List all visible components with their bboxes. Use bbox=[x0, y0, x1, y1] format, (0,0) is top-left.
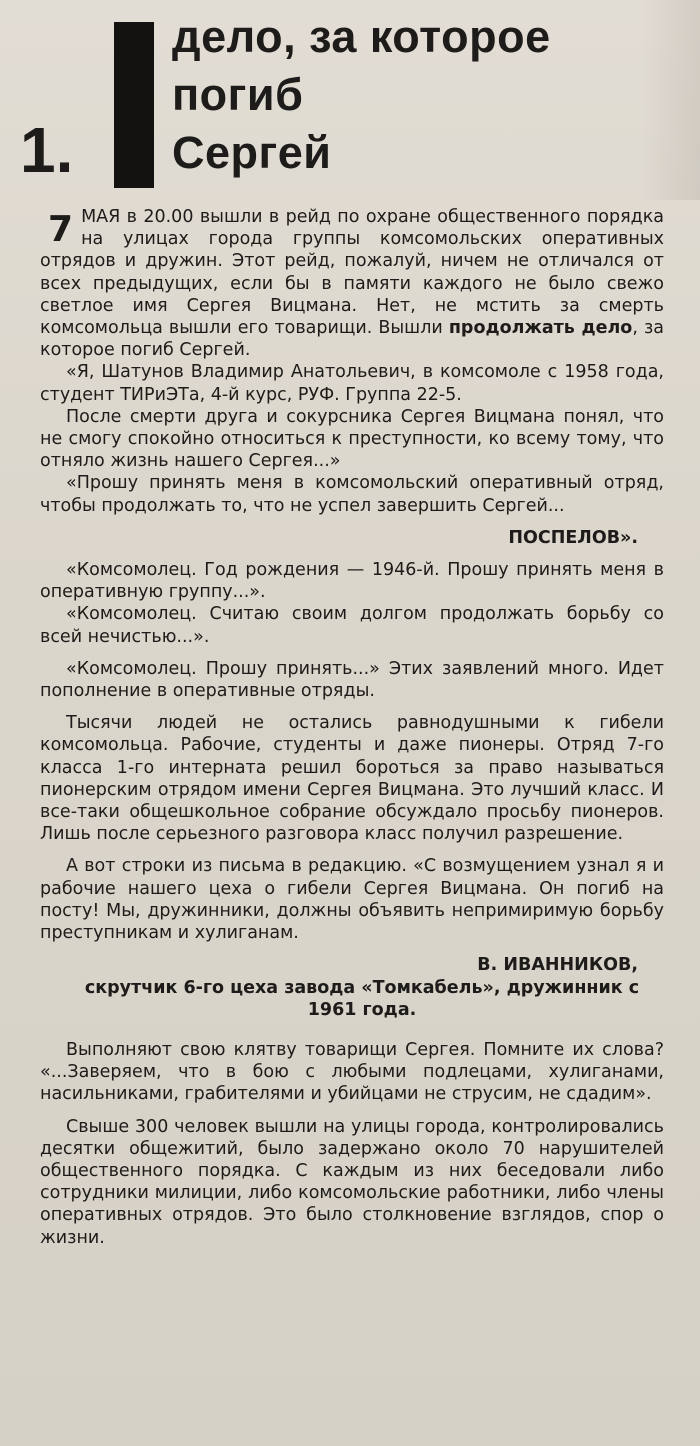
signature-description: скрутчик 6-го цеха завода «Томкабель», дружинник с 1961 года. bbox=[84, 977, 640, 1020]
title-line: погиб bbox=[172, 69, 304, 120]
paragraph: «Комсомолец. Считаю своим долгом продолжать борьбу со всей нечистью...». bbox=[40, 604, 664, 647]
paragraph: После смерти друга и сокурсника Сергея Вицмана понял, что не смогу спокойно относиться к преступности, ко всему тому, что отняло жизнь нашего Сергея...» bbox=[40, 406, 664, 472]
paragraph: А вот строки из письма в редакцию. «С возмущением узнал я и рабочие нашего цеха о гибели Сергея Вицмана. Он погиб на посту! Мы, дружинники, должны объявить непримиримую борьбу преступникам и хулиганам. bbox=[40, 856, 664, 944]
paragraph: «Прошу принять меня в комсомольский оперативный отряд, чтобы продолжать то, что не успел завершить Сергей... bbox=[40, 473, 664, 516]
article-title bbox=[172, 8, 672, 182]
lead-text: МАЯ в 20.00 вышли в рейд по охране общественного порядка на улицах города группы комсомольских оперативных отрядов и дружин. Этот рейд, пожалуй, ничем не отличался от всех предыдущих, если бы в памяти каждого не было свежо светлое имя Сергея Вицмана. Нет, не мстить за смерть комсомольца вышли его товарищи. Вышли bbox=[40, 207, 664, 339]
title-line: дело, за которое bbox=[172, 11, 551, 62]
signature-ivannikov: В. ИВАННИКОВ, bbox=[477, 955, 638, 976]
paragraph-lead bbox=[40, 206, 664, 361]
drop-cap: 7 bbox=[48, 209, 74, 250]
article-body bbox=[40, 206, 664, 1249]
signature-pospelov: ПОСПЕЛОВ». bbox=[508, 527, 638, 548]
article-header bbox=[0, 0, 700, 200]
article-number: 1. bbox=[20, 114, 74, 186]
paragraph: «Комсомолец. Прошу принять...» Этих заявлений много. Идет пополнение в оперативные отряды. bbox=[40, 658, 664, 702]
lead-text-end: , за которое погиб Сергей. bbox=[40, 318, 664, 361]
title-line: Сергей bbox=[172, 127, 332, 178]
paragraph: Выполняют свою клятву товарищи Сергея. Помните их слова? «...Заверяем, что в бою с любыми подлецами, хулиганами, насильниками, грабителями и убийцами не струсим, не сдадим». bbox=[40, 1039, 664, 1105]
paragraph: «Комсомолец. Год рождения — 1946-й. Прошу принять меня в оперативную группу...». bbox=[40, 560, 664, 603]
paragraph: Свыше 300 человек вышли на улицы города, контролировались десятки общежитий, было задержано около 70 нарушителей общественного порядка. С каждым из них беседовали либо сотрудники милиции, либо комсомольские работники, либо члены оперативных отрядов. Это было столкновение взглядов, спор о жизни. bbox=[40, 1116, 664, 1248]
paragraph: Тысячи людей не остались равнодушными к гибели комсомольца. Рабочие, студенты и даже пионеры. Отряд 7-го класса 1-го интерната решил бороться за право называться пионерским отрядом имени Сергея Вицмана. Это лучший класс. И все-таки общешкольное собрание обсуждало просьбу пионеров. Лишь после серьезного разговора класс получил разрешение. bbox=[40, 713, 664, 845]
title-bar-decoration bbox=[114, 22, 154, 188]
paragraph: «Я, Шатунов Владимир Анатольевич, в комсомоле с 1958 года, студент ТИРиЭТа, 4-й курс, РУФ. Группа 22-5. bbox=[40, 362, 664, 405]
lead-bold-phrase: продолжать дело bbox=[448, 318, 633, 339]
